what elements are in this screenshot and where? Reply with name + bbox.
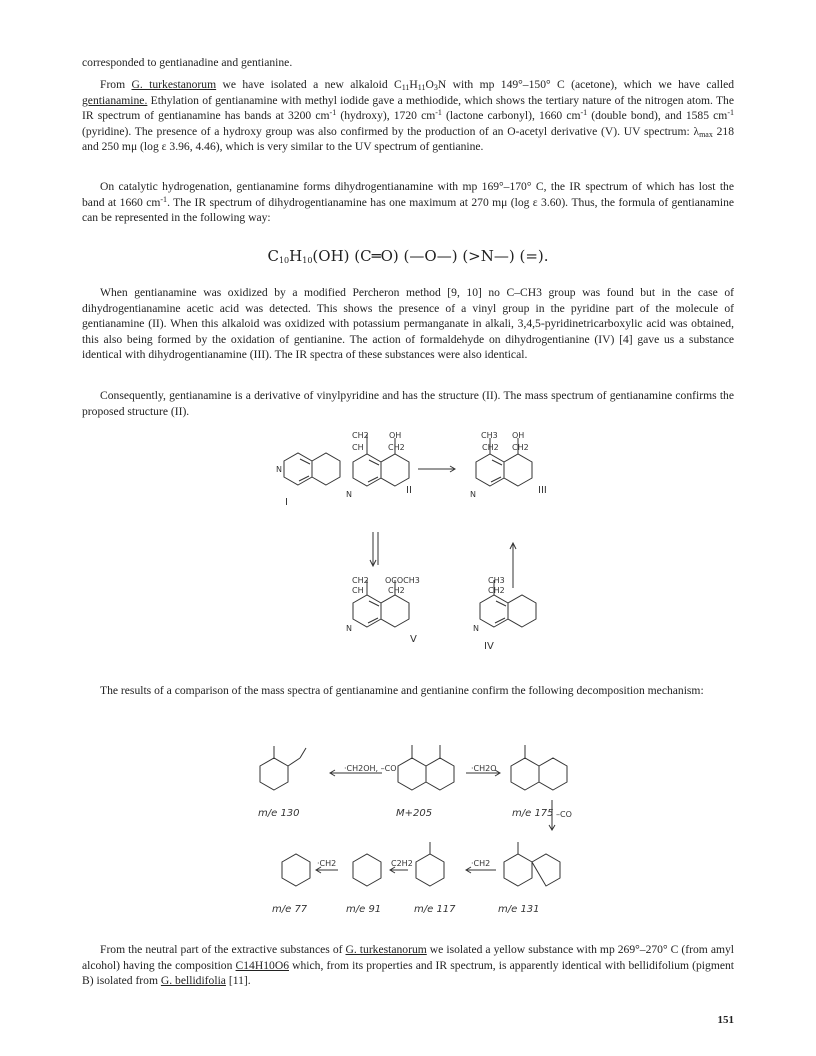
compound-name: gentianamine. — [82, 93, 148, 107]
paragraph-neutral-part — [82, 942, 734, 989]
atom-label: CH2 — [388, 443, 405, 452]
formula-part: C — [267, 247, 279, 265]
species-name: G. bellidifolia — [160, 974, 226, 988]
label-ii: II — [406, 485, 412, 496]
atom-label: CH — [352, 443, 364, 452]
arrow-label: –CO — [556, 810, 572, 819]
atom-label: OH — [389, 431, 402, 440]
atom-label: N — [346, 490, 352, 499]
arrow-label: ·CH2O — [471, 764, 497, 773]
atom-label: OCOCH3 — [385, 576, 420, 585]
page-number: 151 — [717, 1014, 734, 1026]
superscript: -1 — [435, 108, 442, 118]
ion-205-ring — [398, 758, 426, 790]
text: 218 and 250 mμ (log ε 3.96, 4.46), which is very similar to the UV spectrum of gentianine. — [82, 124, 734, 154]
text: From — [100, 78, 132, 91]
paragraph-oxidation: When gentianamine was oxidized by a modified Percheron method [9, 10] no C–CH3 group was found but in the case of dihydrogentianamine acetic acid was detected. This shows the presence of a vinyl group in the pyridine part of the molecule of gentianamine (II). When this alkaloid was oxidized with potassium permanganate in alkali, 3,4,5-pyridinetricarboxylic acid was obtained, this also being formed by the oxidation of gentianine. The action of formaldehyde on dihydrogentianine (IV) [4] gave us a substance identical with dihydrogentianamine (III). The IR spectra of these substances were also identical. — [82, 286, 734, 362]
arrow-label: ·CH2 — [317, 859, 337, 868]
atom-label: N — [346, 624, 352, 633]
ion-175-ring — [511, 758, 539, 790]
atom-label: CH2 — [482, 443, 499, 452]
atom-label: N — [473, 624, 479, 633]
subscript: 11 — [417, 83, 426, 92]
label-i: I — [285, 497, 288, 508]
ion-label-205: M+205 — [396, 808, 433, 819]
text: O — [425, 78, 434, 91]
text: we isolated a yellow substance with mp 269°–270° C (from amyl alcohol) having the composition — [82, 943, 735, 972]
text: [11]. — [225, 974, 251, 988]
text: we have isolated a new alkaloid C — [216, 78, 402, 91]
atom-label: CH2 — [352, 431, 369, 440]
atom-label: N — [470, 490, 476, 499]
ion-131-ring — [504, 854, 532, 886]
ion-77-ring — [282, 854, 310, 886]
atom-label: N — [276, 465, 282, 474]
superscript: -1 — [329, 108, 337, 118]
text: N with mp 149°–150° C (acetone), which we have called — [437, 78, 735, 91]
formula-sub: 10 — [278, 256, 290, 265]
label-iii: III — [538, 485, 547, 496]
ion-label-175: m/e 175 — [512, 808, 554, 819]
text: . The IR spectrum of dihydrogentianamine has one maximum at 270 mμ (log ε 3.60). Thus, the formula of gentianamine can be represented in the following way: — [82, 195, 735, 225]
atom-label: CH2 — [488, 586, 505, 595]
formula-part: H — [289, 247, 303, 265]
atom-label: CH3 — [481, 431, 498, 440]
ion-130-ring — [260, 758, 288, 790]
atom-label: CH2 — [388, 586, 405, 595]
arrow-label: ·CH2OH, –CO — [344, 764, 397, 773]
subscript: max — [699, 129, 713, 139]
ion-label-91: m/e 91 — [346, 904, 382, 915]
text: (pyridine). The presence of a hydroxy group was also confirmed by the production of an O-acetyl derivative (V). UV spectrum: λ — [82, 124, 700, 138]
text: which, from its properties and IR spectrum, is apparently identical with bellidifolium (pigment B) isolated from — [82, 958, 735, 988]
superscript: -1 — [160, 194, 168, 204]
formula-sub: 10 — [302, 256, 313, 265]
text: Ethylation of gentianamine with methyl iodide gave a methiodide, which shows the tertiary nature of the nitrogen atom. The IR spectrum of gentianamine has bands at 3200 cm — [82, 93, 734, 123]
text: On catalytic hydrogenation, gentianamine forms dihydrogentianamine with mp 169°–170° C, the IR spectrum of which has lost the band at 1660 cm — [82, 180, 734, 209]
species-name: G. turkestanorum — [345, 943, 427, 956]
text: (hydroxy), 1720 cm — [336, 109, 436, 123]
arrow-label: C2H2 — [391, 859, 413, 868]
paragraph-continuation: corresponded to gentianadine and gentianine. — [82, 56, 293, 69]
atom-label: OH — [512, 431, 525, 440]
label-v: V — [410, 634, 417, 645]
paragraph-conclusion: Consequently, gentianamine is a derivative of vinylpyridine and has the structure (II). The mass spectrum of gentianamine confirms the proposed structure (II). — [82, 389, 734, 418]
ion-91-ring — [353, 854, 381, 886]
ion-label-130: m/e 130 — [258, 808, 300, 819]
species-name: G. turkestanorum — [131, 78, 217, 91]
superscript: -1 — [580, 108, 588, 118]
composition: C14H10O6 — [235, 958, 289, 972]
superscript: -1 — [727, 108, 734, 118]
atom-label: CH3 — [488, 576, 505, 585]
arrow-label: ·CH2 — [471, 859, 491, 868]
label-iv: IV — [484, 641, 494, 652]
text: (double bond), and 1585 cm — [587, 109, 728, 123]
text: From the neutral part of the extractive substances of — [100, 943, 346, 956]
paragraph-mass-spectra: The results of a comparison of the mass spectra of gentianamine and gentianine confirm the following decomposition mechanism: — [100, 684, 704, 697]
ion-label-117: m/e 117 — [414, 904, 456, 915]
subscript: 3 — [433, 83, 438, 92]
atom-label: CH2 — [512, 443, 529, 452]
atom-label: CH2 — [352, 576, 369, 585]
ion-label-77: m/e 77 — [272, 904, 308, 915]
formula-part: (OH) (C═O) (—O—) (>N—) (=). — [312, 247, 549, 265]
ion-label-131: m/e 131 — [498, 904, 540, 915]
text: H — [409, 78, 418, 91]
text: (lactone carbonyl), 1660 cm — [441, 109, 581, 123]
subscript: 11 — [401, 83, 410, 92]
atom-label: CH — [352, 586, 364, 595]
ion-117-ring — [416, 854, 444, 886]
